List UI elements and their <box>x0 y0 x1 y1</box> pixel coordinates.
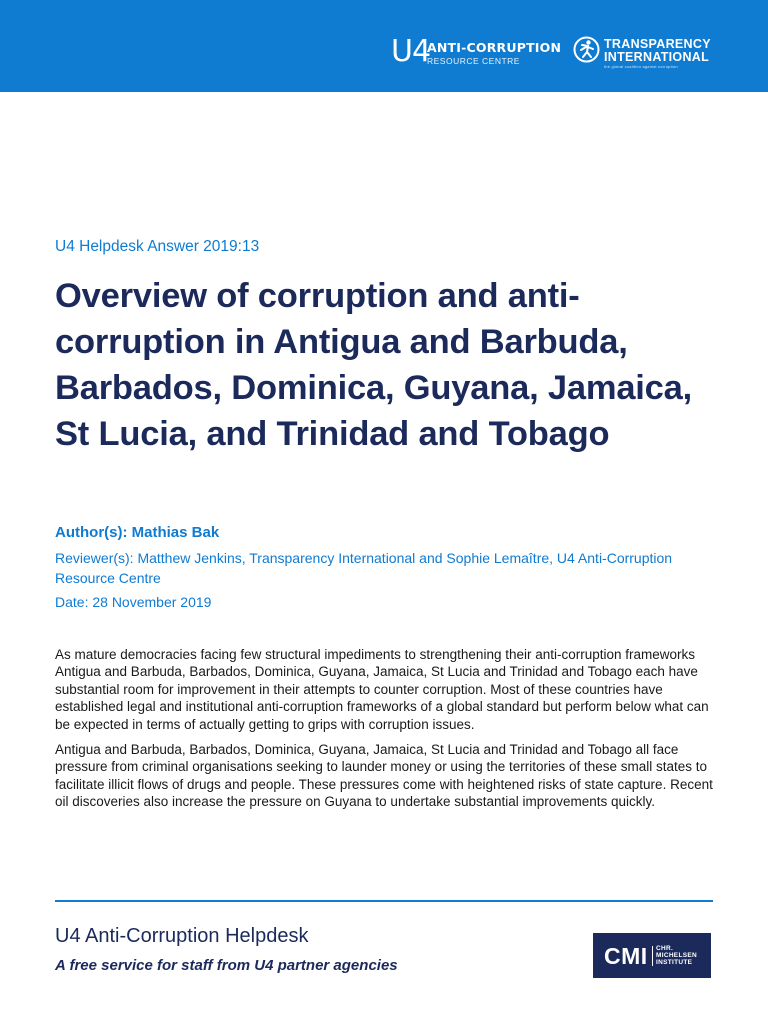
cmi-logo-mark: CMI <box>604 943 648 969</box>
u4-logo-mark: U4 <box>391 34 431 69</box>
u4-logo-line2: RESOURCE CENTRE <box>427 56 520 66</box>
footer-divider <box>55 900 713 902</box>
paragraph: As mature democracies facing few structural impediments to strengthening their anti-corruption frameworks Antigua and Barbuda, Barbados, Dominica, Guyana, Jamaica, St Lucia and Trinidad and Tobago each have substantial room for improvement in their attempts to counter corruption. Most of these countries have established legal and institutional anti-corruption frameworks of a global standard but perform below what can be expected in terms of actually getting to grips with corruption issues. <box>55 647 709 732</box>
footer-title: U4 Anti-Corruption Helpdesk <box>55 925 309 947</box>
summary-text <box>55 646 713 819</box>
header-bar <box>0 0 768 92</box>
reviewer-line: Reviewer(s): Matthew Jenkins, Transparency International and Sophie Lemaître, U4 Anti-Corruption Resource Centre <box>55 550 673 586</box>
ti-logo-line1: TRANSPARENCY <box>604 37 711 51</box>
ti-logo-tagline: the global coalition against corruption <box>604 64 678 69</box>
series-label: U4 Helpdesk Answer 2019:13 <box>55 238 260 255</box>
cmi-logo <box>593 933 711 978</box>
u4-logo-line1: ANTI-CORRUPTION <box>427 40 562 55</box>
cmi-logo-line2: MICHELSEN <box>656 952 697 960</box>
date-line: Date: 28 November 2019 <box>55 594 212 610</box>
cmi-logo-separator <box>652 946 653 966</box>
page-title: Overview of corruption and anti-corruption in Antigua and Barbuda, Barbados, Dominica, Guyana, Jamaica, St Lucia, and Trinidad and Tobago <box>55 277 693 453</box>
cmi-logo-text <box>656 945 697 967</box>
footer-subtitle: A free service for staff from U4 partner agencies <box>55 957 398 974</box>
author-line: Author(s): Mathias Bak <box>55 524 220 541</box>
ti-logo-line2: INTERNATIONAL <box>604 50 710 64</box>
cmi-logo-line1: CHR. <box>656 945 674 952</box>
credits-block <box>55 523 695 612</box>
paragraph: Antigua and Barbuda, Barbados, Dominica, Guyana, Jamaica, St Lucia and Trinidad and Tobago all face pressure from criminal organisations seeking to launder money or using the territories of these small states to facilitate illicit flows of drugs and people. These pressures come with heightened risks of state capture. Recent oil discoveries also increase the pressure on Guyana to undertake substantial improvements quickly. <box>55 742 713 810</box>
cmi-logo-line3: INSTITUTE <box>656 959 693 967</box>
ti-globe-icon <box>573 36 600 63</box>
